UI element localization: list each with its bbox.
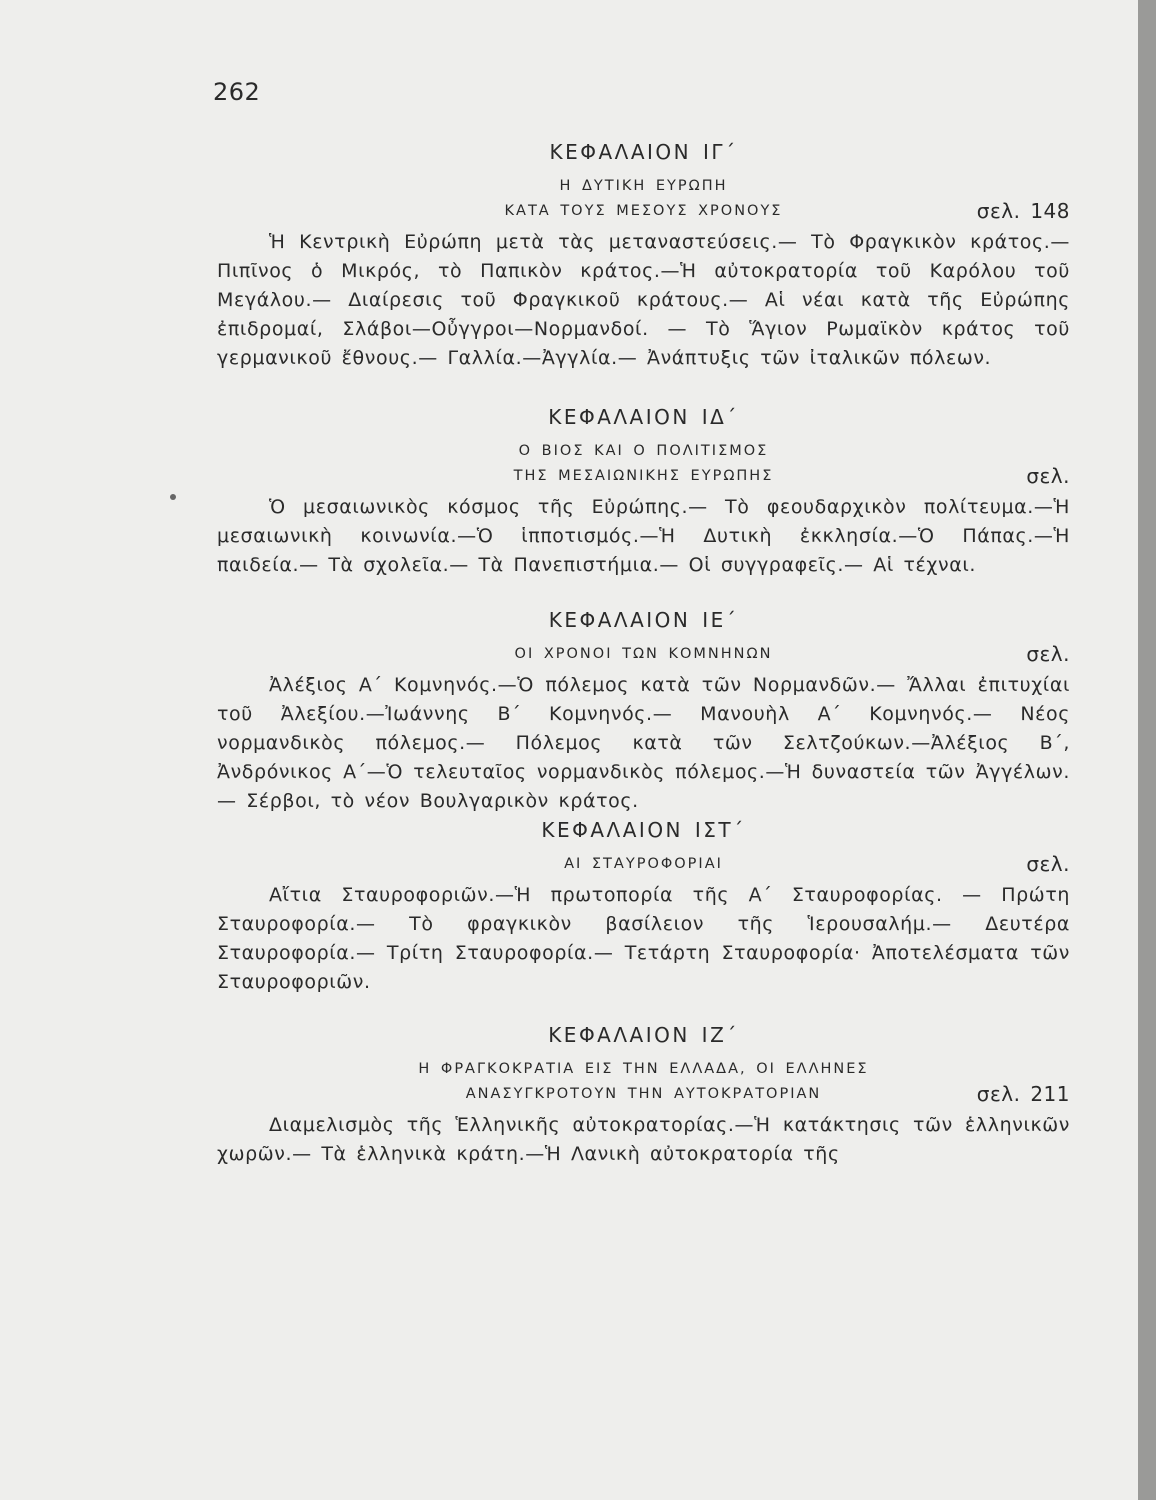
page-reference: σελ.: [1026, 852, 1070, 876]
subtitle-line: Ο ΒΙΟΣ ΚΑΙ Ο ΠΟΛΙΤΙΣΜΟΣ: [518, 443, 769, 459]
page-number: 262: [213, 78, 261, 106]
chapter-summary: Αἴτια Σταυροφοριῶν.—Ἡ πρωτοπορία τῆς Α΄ Σταυροφορίας. — Πρώτη Σταυροφορία.— Τὸ φραγκικὸν βασίλειον τῆς Ἱερουσαλήμ.— Δευτέρα Σταυροφορία.— Τρίτη Σταυροφορία.— Τετάρτη Σταυροφορία· Ἀποτελέσματα τῶν Σταυροφοριῶν.: [217, 884, 1070, 993]
ink-speck: [170, 494, 176, 500]
chapter-17-entry: [217, 1023, 1070, 1169]
chapter-15-entry: [217, 608, 1070, 816]
page-edge: [1138, 0, 1156, 1500]
subtitle-line: ΟΙ ΧΡΟΝΟΙ ΤΩΝ ΚΟΜΝΗΝΩΝ: [514, 646, 773, 662]
subtitle-line: ΑΙ ΣΤΑΥΡΟΦΟΡΙΑΙ: [564, 856, 723, 872]
chapter-summary: Ἡ Κεντρικὴ Εὐρώπη μετὰ τὰς μεταναστεύσεις.— Τὸ Φραγκικὸν κράτος.— Πιπῖνος ὁ Μικρός, τὸ Παπικὸν κράτος.—Ἡ αὐτοκρατορία τοῦ Καρόλου τοῦ Μεγάλου.— Διαίρεσις τοῦ Φραγκικοῦ κράτους.— Αἱ νέαι κατὰ τῆς Εὐρώπης ἐπιδρομαί, Σλάβοι—Οὖγγροι—Νορμανδοί. — Τὸ Ἅγιον Ρωμαϊκὸν κράτος τοῦ γερμανικοῦ ἔθνους.— Γαλλία.—Ἀγγλία.— Ἀνάπτυξις τῶν ἰταλικῶν πόλεων.: [217, 231, 1070, 369]
chapter-subtitle: [217, 174, 1070, 224]
page-reference: σελ.: [1026, 642, 1070, 666]
chapter-heading: ΚΕΦΑΛΑΙΟΝ ΙΓ΄: [549, 140, 738, 164]
chapter-heading: ΚΕΦΑΛΑΙΟΝ ΙΖ΄: [548, 1023, 739, 1047]
chapter-summary: Ὁ μεσαιωνικὸς κόσμος τῆς Εὐρώπης.— Τὸ φεουδαρχικὸν πολίτευμα.—Ἡ μεσαιωνικὴ κοινωνία.—Ὁ ἱπποτισμός.—Ἡ Δυτικὴ ἐκκλησία.—Ὁ Πάπας.—Ἡ παιδεία.— Τὰ σχολεῖα.— Τὰ Πανεπιστήμια.— Οἱ συγγραφεῖς.— Αἱ τέχναι.: [217, 496, 1070, 576]
table-of-contents: [217, 140, 1070, 1169]
chapter-subtitle: [217, 642, 1070, 667]
chapter-heading: ΚΕΦΑΛΑΙΟΝ ΙΕ΄: [548, 608, 739, 632]
chapter-13-entry: [217, 140, 1070, 373]
chapter-heading: ΚΕΦΑΛΑΙΟΝ ΙΣΤ΄: [541, 818, 746, 842]
subtitle-line: Η ΔΥΤΙΚΗ ΕΥΡΩΠΗ: [559, 178, 728, 194]
page-reference: σελ. 148: [976, 199, 1070, 223]
chapter-subtitle: [217, 439, 1070, 489]
chapter-heading: ΚΕΦΑΛΑΙΟΝ ΙΔ΄: [548, 405, 739, 429]
chapter-summary: Διαμελισμὸς τῆς Ἑλληνικῆς αὐτοκρατορίας.—Ἡ κατάκτησις τῶν ἑλληνικῶν χωρῶν.— Τὰ ἑλληνικὰ κράτη.—Ἡ Λανικὴ αὐτοκρατορία τῆς: [217, 1114, 1070, 1165]
subtitle-line: ΑΝΑΣΥΓΚΡΟΤΟΥΝ ΤΗΝ ΑΥΤΟΚΡΑΤΟΡΙΑΝ: [465, 1086, 822, 1102]
chapter-16-entry: [217, 818, 1070, 997]
subtitle-line: Η ΦΡΑΓΚΟΚΡΑΤΙΑ ΕΙΣ ΤΗΝ ΕΛΛΑΔΑ, ΟΙ ΕΛΛΗΝΕΣ: [418, 1061, 869, 1077]
subtitle-line: ΚΑΤΑ ΤΟΥΣ ΜΕΣΟΥΣ ΧΡΟΝΟΥΣ: [504, 203, 783, 219]
page-reference: σελ.: [1026, 464, 1070, 488]
page-reference: σελ. 211: [976, 1082, 1070, 1106]
subtitle-line: ΤΗΣ ΜΕΣΑΙΩΝΙΚΗΣ ΕΥΡΩΠΗΣ: [513, 468, 774, 484]
chapter-14-entry: [217, 405, 1070, 580]
chapter-summary: Ἀλέξιος Α΄ Κομνηνός.—Ὁ πόλεμος κατὰ τῶν Νορμανδῶν.— Ἄλλαι ἐπιτυχίαι τοῦ Ἀλεξίου.—Ἰωάννης Β΄ Κομνηνός.— Μανουὴλ Α΄ Κομνηνός.— Νέος νορμανδικὸς πόλεμος.— Πόλεμος κατὰ τῶν Σελτζούκων.—Ἀλέξιος Β΄, Ἀνδρόνικος Α΄—Ὁ τελευταῖος νορμανδικὸς πόλεμος.—Ἡ δυναστεία τῶν Ἀγγέλων.— Σέρβοι, τὸ νέον Βουλγαρικὸν κράτος.: [217, 674, 1070, 812]
chapter-subtitle: [217, 852, 1070, 877]
chapter-subtitle: [217, 1057, 1070, 1107]
